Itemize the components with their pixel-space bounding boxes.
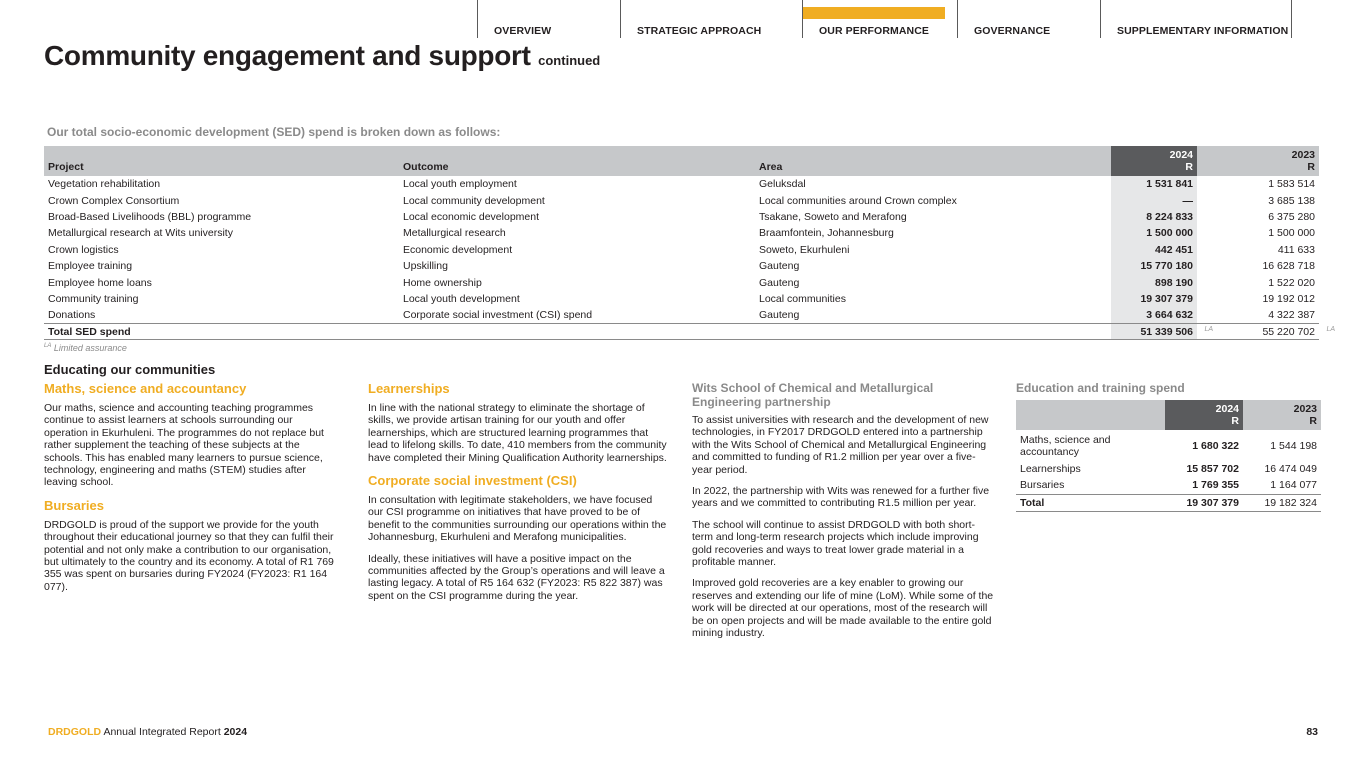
cell-outcome: Metallurgical research: [403, 227, 506, 240]
table-row: [44, 209, 1319, 225]
educating-heading: Educating our communities: [44, 362, 216, 377]
cell-2024: 1 769 355: [1192, 479, 1239, 492]
col-project: Project: [44, 146, 399, 176]
learnerships-body: In line with the national strategy to eliminate the shortage of skills, we provide artisan training for our youth and offer learnerships, which are structured learning programmes that lead to lifelong skills. To date, 410 members from the community have completed their Mining Qualification Authority learnerships.: [368, 402, 667, 464]
table-row: [44, 291, 1319, 307]
year-label: 2024: [1169, 149, 1193, 161]
limited-assurance-mark: LA: [1204, 326, 1213, 334]
page-title-text: Community engagement and support: [44, 40, 531, 71]
cell-outcome: Home ownership: [403, 276, 482, 289]
column-learnerships-csi: [368, 381, 668, 611]
cell-total-label: Total: [1016, 494, 1165, 511]
cell-label: Learnerships: [1020, 462, 1081, 475]
cell-outcome: Economic development: [403, 243, 513, 256]
cell-project: Employee training: [48, 260, 133, 273]
cell-2023: 16 628 718: [1262, 260, 1315, 273]
wits-paragraph: In 2022, the partnership with Wits was renewed for a further five years and we committed to contributing R1.5 million per year.: [692, 485, 990, 510]
cell-project: Crown logistics: [48, 243, 119, 256]
table-row: [44, 307, 1319, 323]
cell-empty: [399, 324, 755, 340]
col-label: [1016, 400, 1165, 430]
col-2024: [1111, 146, 1197, 176]
cell-area: Gauteng: [759, 276, 800, 289]
year-label: 2023: [1291, 149, 1315, 161]
cell-area: Braamfontein, Johannesburg: [759, 227, 894, 240]
year-label: 2024: [1215, 403, 1239, 415]
footer-brand: DRDGOLD: [48, 726, 102, 738]
cell-2023: 6 375 280: [1268, 210, 1315, 223]
total-2024-value: 51 339 506: [1140, 325, 1193, 338]
cell-2024: 3 664 632: [1111, 307, 1197, 323]
cell-project: Crown Complex Consortium: [48, 194, 180, 207]
column-education-spend: [1016, 381, 1321, 512]
sed-intro: Our total socio-economic development (SED) spend is broken down as follows:: [47, 125, 501, 139]
active-tab-indicator: [803, 7, 945, 19]
cell-2023: 1 500 000: [1268, 227, 1315, 240]
maths-heading: Maths, science and accountancy: [44, 381, 247, 396]
footer-year: 2024: [223, 726, 248, 738]
cell-2023: 1 164 077: [1270, 479, 1317, 492]
cell-project: Employee home loans: [48, 276, 152, 289]
cell-area: Soweto, Ekurhuleni: [759, 243, 850, 256]
cell-empty: [755, 324, 1111, 340]
limited-assurance-note: [44, 343, 127, 353]
cell-outcome: Local economic development: [403, 210, 539, 223]
unit-label: R: [1231, 415, 1239, 427]
cell-2023: 16 474 049: [1264, 462, 1317, 475]
top-navigation: [477, 0, 1292, 38]
bursaries-heading: Bursaries: [44, 497, 104, 513]
csi-paragraph: In consultation with legitimate stakeholders, we have focused our CSI programme on initiatives that have proved to be of benefit to the communities surrounding our operations within the Johannesburg, Ekurhuleni and Merafong municipalities.: [368, 494, 667, 544]
cell-2024: 1 531 841: [1111, 176, 1197, 192]
col-area: Area: [755, 146, 1111, 176]
table-row: [44, 176, 1319, 192]
cell-2024: 1 680 322: [1192, 440, 1239, 453]
unit-label: R: [1309, 415, 1317, 427]
unit-label: R: [1307, 161, 1315, 173]
sed-header-row: [44, 146, 1319, 176]
learnerships-heading: Learnerships: [368, 381, 450, 396]
nav-tab-strategic-approach[interactable]: [620, 0, 802, 38]
cell-2024: —: [1111, 192, 1197, 208]
cell-area: Gauteng: [759, 309, 800, 322]
cell-2023: 1 583 514: [1268, 178, 1315, 191]
page-title: [44, 40, 600, 72]
cell-2023: 19 192 012: [1262, 292, 1315, 305]
page-title-suffix: continued: [538, 53, 601, 68]
wits-paragraph: To assist universities with research and the development of new technologies, in FY2017 DRDGOLD entered into a partnership with the Wits School of Chemical and Metallurgical Engineering and committed to funding of R1.2 million per year over a five-year period.: [692, 414, 989, 476]
edu-header-row: [1016, 400, 1321, 430]
cell-label: Maths, science and accountancy: [1020, 434, 1111, 459]
cell-2024: 1 500 000: [1111, 225, 1197, 241]
cell-outcome: Local youth employment: [403, 178, 517, 191]
table-row: [44, 242, 1319, 258]
nav-tab-label: OUR PERFORMANCE: [819, 25, 930, 37]
col-2024: [1165, 400, 1243, 430]
column-wits: [692, 381, 994, 649]
table-row: [1016, 461, 1321, 478]
la-note-text: Limited assurance: [53, 343, 127, 353]
cell-total-2023: [1197, 324, 1335, 340]
cell-project: Vegetation rehabilitation: [48, 178, 161, 191]
table-row: [1016, 430, 1321, 461]
cell-project: Broad-Based Livelihoods (BBL) programme: [48, 210, 252, 223]
footer-report: Annual Integrated Report: [103, 726, 221, 738]
nav-tab-label: GOVERNANCE: [974, 25, 1051, 37]
edu-spend-heading: Education and training spend: [1016, 381, 1185, 395]
csi-heading: Corporate social investment (CSI): [368, 473, 577, 489]
cell-outcome: Local community development: [403, 194, 545, 207]
wits-paragraph: The school will continue to assist DRDGOLD with both short-term and long-term research projects which include improving gold recoveries and ways to treat lower grade material in a profitable manner.: [692, 518, 979, 569]
nav-tab-supplementary-information[interactable]: [1100, 0, 1292, 38]
cell-total-2023: 19 182 324: [1243, 494, 1321, 511]
year-label: 2023: [1293, 403, 1317, 415]
cell-2024: 19 307 379: [1111, 291, 1197, 307]
nav-tab-our-performance[interactable]: [802, 0, 957, 38]
cell-project: Metallurgical research at Wits university: [48, 227, 233, 240]
cell-outcome: Corporate social investment (CSI) spend: [403, 309, 593, 322]
cell-area: Tsakane, Soweto and Merafong: [759, 210, 907, 223]
table-row: [44, 274, 1319, 290]
nav-tab-label: OVERVIEW: [494, 25, 552, 37]
cell-2023: 3 685 138: [1268, 194, 1315, 207]
cell-2024: 15 770 180: [1111, 258, 1197, 274]
nav-tab-label: SUPPLEMENTARY INFORMATION: [1117, 25, 1289, 37]
nav-tab-label: STRATEGIC APPROACH: [637, 25, 762, 37]
cell-area: Local communities around Crown complex: [759, 194, 957, 207]
cell-2023: 1 544 198: [1270, 440, 1317, 453]
sed-total-row: [44, 324, 1319, 340]
unit-label: R: [1185, 161, 1193, 173]
cell-outcome: Local youth development: [403, 292, 520, 305]
cell-outcome: Upskilling: [403, 260, 448, 273]
col-outcome: Outcome: [399, 146, 755, 176]
page-number: 83: [1306, 726, 1318, 738]
col-2023: [1243, 400, 1321, 430]
cell-2024: 442 451: [1111, 242, 1197, 258]
edu-total-row: [1016, 494, 1321, 511]
cell-total-label: Total SED spend: [44, 324, 399, 340]
cell-project: Donations: [48, 309, 96, 322]
cell-total-2024: [1111, 324, 1213, 340]
col-2023: [1197, 146, 1319, 176]
cell-2023: 1 522 020: [1268, 276, 1315, 289]
total-2023-value: 55 220 702: [1262, 325, 1315, 338]
cell-area: Gauteng: [759, 260, 800, 273]
wits-paragraph: Improved gold recoveries are a key enabler to growing our reserves and extending our life of mine (LoM). While some of the work will be directed at our operations, most of the research will be on open projects and will be made available to the entire gold mining industry.: [692, 577, 994, 640]
cell-2023: 4 322 387: [1268, 309, 1315, 322]
limited-assurance-mark: LA: [1326, 326, 1335, 334]
sed-table: [44, 146, 1335, 340]
la-superscript: LA: [44, 343, 52, 349]
table-row: [44, 258, 1319, 274]
footer: [48, 726, 247, 738]
cell-2023: 411 633: [1277, 243, 1315, 256]
nav-tab-overview[interactable]: [477, 0, 620, 38]
maths-body: Our maths, science and accounting teaching programmes continue to assist learners at schools surrounding our operation in Ekurhuleni. The programmes do not replace but rather supplement the teaching of these subjects at the schools. This has enabled many learners to pursue science, technology, engineering and maths (STEM) studies after leaving school.: [44, 402, 324, 489]
cell-2024: 8 224 833: [1111, 209, 1197, 225]
bursaries-body: DRDGOLD is proud of the support we provide for the youth throughout their educational journey so that they can fulfil their potential and not only make a contribution to our organisation, but ultimately to the country and its economy. A total of R1 769 355 was spent on bursaries during FY2024 (FY2023: R1 164 077).: [44, 518, 334, 593]
column-maths-bursaries: [44, 381, 339, 602]
csi-paragraph: Ideally, these initiatives will have a positive impact on the communities affected by the Group’s operations and will leave a lasting legacy. A total of R5 164 632 (FY2023: R5 822 387) was spent on the CSI programme during the year.: [368, 552, 665, 602]
cell-total-2024: 19 307 379: [1165, 494, 1243, 511]
cell-2024: 15 857 702: [1186, 462, 1239, 475]
cell-area: Geluksdal: [759, 178, 806, 191]
table-row: [44, 192, 1319, 208]
table-row: [1016, 477, 1321, 494]
cell-area: Local communities: [759, 292, 846, 305]
table-row: [44, 225, 1319, 241]
edu-spend-table: [1016, 400, 1321, 512]
cell-project: Community training: [48, 292, 139, 305]
nav-tab-governance[interactable]: [957, 0, 1100, 38]
wits-heading: Wits School of Chemical and Metallurgical Engineering partnership: [692, 381, 934, 409]
cell-2024: 898 190: [1111, 274, 1197, 290]
cell-label: Bursaries: [1020, 479, 1065, 492]
